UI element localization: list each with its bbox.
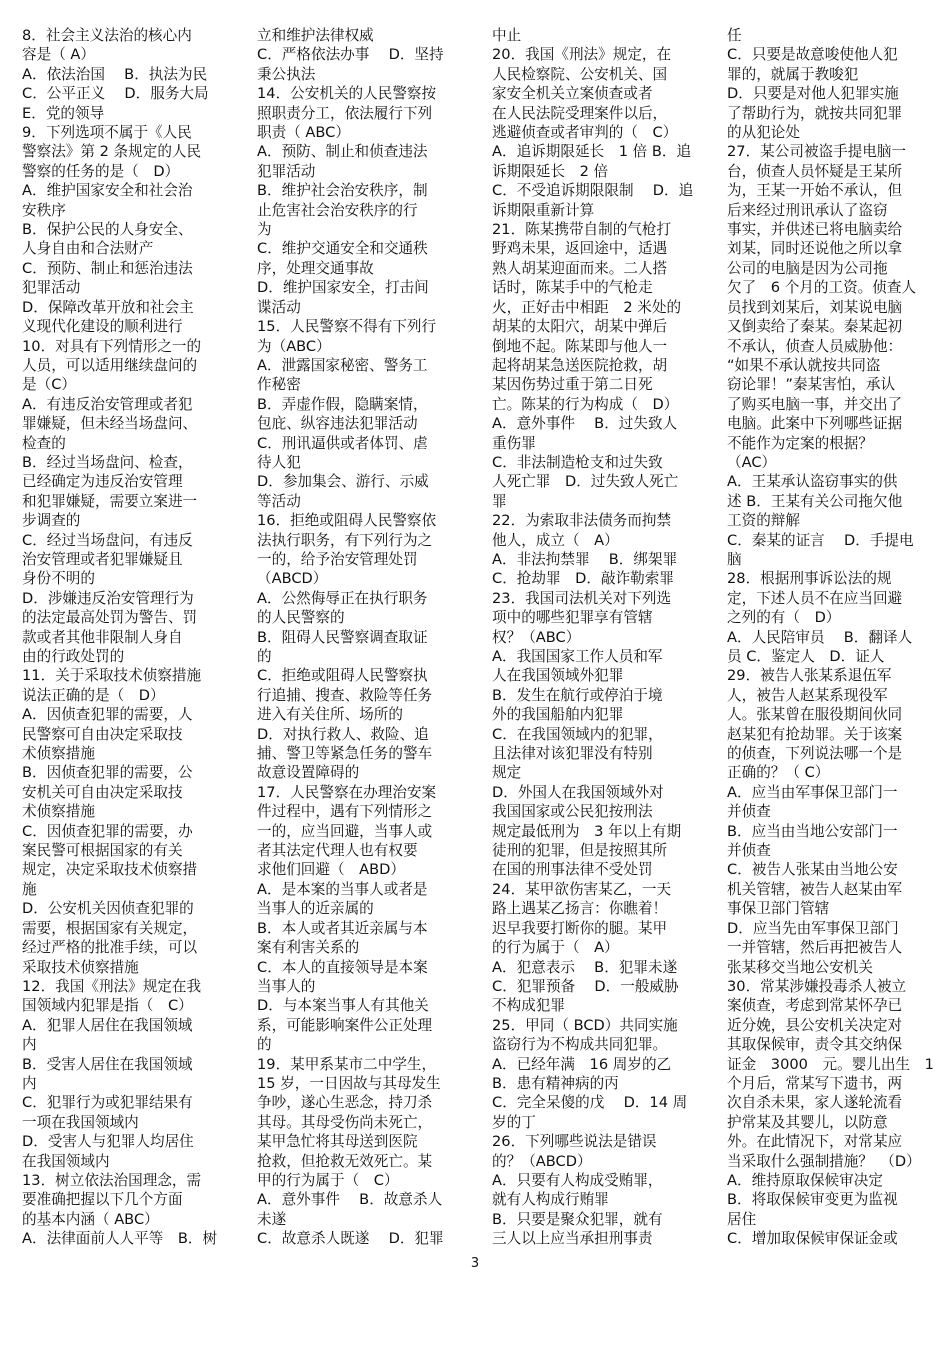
text-line: 重伤罪	[492, 434, 536, 452]
text-line: D．受害人与犯罪人均居住	[22, 1133, 194, 1151]
text-line: 款或者其他非限制人身自	[22, 628, 183, 646]
text-line: 刘某，同时还说他之所以拿	[727, 240, 903, 258]
text-line: 了购买电脑一事，并交出了	[727, 395, 903, 413]
text-line: 警察法》第 2 条规定的人民	[22, 143, 202, 161]
text-line: （AC）	[727, 453, 777, 471]
text-line: 在人民法院受理案件以后，	[492, 104, 668, 122]
text-line: A．因侦查犯罪的需要，人	[22, 706, 193, 724]
text-line: 我国国家或公民犯按刑法	[492, 803, 653, 821]
text-line: 为（ABC）	[257, 337, 331, 355]
text-line: 27．某公司被盗手提电脑一	[727, 143, 907, 161]
text-line: 件过程中，遇有下列情形之	[257, 803, 433, 821]
text-line: 犯罪活动	[22, 279, 81, 297]
text-line: 的从犯论处	[727, 124, 800, 142]
text-line: A．泄露国家秘密、警务工	[257, 356, 428, 374]
text-line: E．党的领导	[22, 104, 105, 122]
text-line: C．维护交通安全和交通秩	[257, 240, 428, 258]
text-line: 案民警可根据国家的有关	[22, 842, 183, 860]
text-line: A．王某承认盗窃事实的供	[727, 473, 898, 491]
text-line: 步调查的	[22, 512, 81, 530]
text-line: D．参加集会、游行、示威	[257, 473, 429, 491]
text-line: 8．社会主义法治的核心内	[22, 27, 192, 44]
text-line: 已经确定为违反治安管理	[22, 473, 183, 491]
text-line: 其取保候审，责令其交纳保	[727, 1036, 903, 1054]
text-line: 在我国领域内	[22, 1152, 110, 1170]
text-line: 23．我国司法机关对下列选	[492, 589, 672, 607]
text-line: D．只要是对他人犯罪实施	[727, 85, 899, 103]
text-line: 9．下列选项不属于《人民	[22, 124, 192, 142]
text-line: 序，处理交通事故	[257, 259, 374, 277]
text-line: 14．公安机关的人民警察按	[257, 85, 437, 103]
text-line: 人员，可以适用继续盘问的	[22, 356, 198, 374]
text-line: 项中的哪些犯罪享有管辖	[492, 609, 653, 627]
text-line: 一并管辖，然后再把被告人	[727, 939, 903, 957]
text-line: 不承认，侦查人员威胁他：	[727, 337, 903, 355]
text-line: 路上遇某乙扬言：你瞧着！	[492, 900, 668, 918]
text-line: 24．某甲欲伤害某乙，一天	[492, 880, 672, 898]
text-line: “如果不承认就按共同盗	[727, 356, 881, 374]
text-line: 员找到刘某后，刘某说电脑	[727, 298, 903, 316]
text-line: 进入有关住所、场所的	[257, 706, 403, 724]
text-line: C．预防、制止和惩治违法	[22, 259, 193, 277]
text-line: 之列的有（ D）	[727, 609, 841, 627]
text-line: C．本人的直接领导是本案	[257, 958, 428, 976]
text-line: C．抢劫罪 D．敲诈勒索罪	[492, 570, 674, 588]
text-column-1	[22, 26, 236, 1249]
text-line: 公司的电脑是因为公司拖	[727, 259, 888, 277]
text-line: D．与本案当事人有其他关	[257, 997, 429, 1015]
text-line: C．增加取保候审保证金或	[727, 1230, 898, 1248]
text-line: 的人民警察的	[257, 609, 345, 627]
text-line: 规定	[492, 764, 522, 782]
text-line: 治安管理或者犯罪嫌疑且	[22, 550, 183, 568]
text-line: 是（C）	[22, 376, 76, 394]
text-line: 案侦查，考虑到常某怀孕已	[727, 997, 903, 1015]
text-line: 事保卫部门管辖	[727, 900, 830, 918]
text-line: 要准确把握以下几个方面	[22, 1191, 183, 1209]
text-line: A．维持原取保候审决定	[727, 1171, 883, 1189]
text-line: 待人犯	[257, 453, 301, 471]
text-line: C．公平正义 D．服务大局	[22, 85, 209, 103]
text-line: 争吵，遂心生恶念，持刀杀	[257, 1094, 433, 1112]
text-line: B．只要是聚众犯罪，就有	[492, 1210, 663, 1228]
text-line: 案有利害关系的	[257, 939, 360, 957]
text-line: B．维护社会治安秩序，制	[257, 182, 428, 200]
text-line: C．经过当场盘问，有违反	[22, 531, 193, 549]
text-line: 又倒卖给了秦某。秦某起初	[727, 318, 903, 336]
text-line: 人，被告人赵某系现役军	[727, 686, 888, 704]
text-line: 起将胡某急送医院抢救，胡	[492, 356, 668, 374]
text-line: 赵某犯有抢劫罪。关于该案	[727, 725, 903, 743]
text-line: 的？（ABCD）	[492, 1152, 592, 1170]
text-line: 罪的，就属于教唆犯	[727, 65, 859, 83]
text-line: 熟人胡某迎面而来。二人搭	[492, 259, 668, 277]
text-line: 等活动	[257, 492, 301, 510]
text-line: 罪嫌疑，但未经当场盘问、	[22, 415, 198, 433]
text-line: 捕、警卫等紧急任务的警车	[257, 745, 433, 763]
text-line: D．涉嫌违反治安管理行为	[22, 589, 194, 607]
text-line: D．维护国家安全，打击间	[257, 279, 429, 297]
text-line: 的侦查，下列说法哪一个是	[727, 745, 903, 763]
text-line: 当采取什么强制措施？ （D）	[727, 1152, 921, 1170]
text-line: 证金 3000 元。婴儿出生 1	[727, 1055, 934, 1073]
text-line: 并侦查	[727, 842, 771, 860]
text-line: 窃论罪！”秦某害怕，承认	[727, 376, 896, 394]
text-line: 者其法定代理人也有权要	[257, 842, 418, 860]
text-line: 亡。陈某的行为构成（ D）	[492, 395, 679, 413]
text-line: 为	[257, 221, 272, 239]
text-line: C．严格依法办事 D．坚持	[257, 46, 444, 64]
text-line: 28．根据刑事诉讼法的规	[727, 570, 892, 588]
text-line: 容是（ A）	[22, 46, 95, 64]
text-line: A．只要有人构成受贿罪，	[492, 1171, 663, 1189]
text-line: 为，王某一开始不承认，但	[727, 182, 903, 200]
text-line: 就有人构成行贿罪	[492, 1191, 609, 1209]
text-line: B．受害人居住在我国领域	[22, 1055, 193, 1073]
text-line: 照职责分工，依法履行下列	[257, 104, 433, 122]
text-line: B．患有精神病的丙	[492, 1074, 619, 1092]
text-line: 后来经过刑讯承认了盗窃	[727, 201, 888, 219]
text-line: 当事人的近亲属的	[257, 900, 374, 918]
text-line: 的基本内涵（ ABC）	[22, 1210, 159, 1228]
text-line: B．应当由当地公安部门一	[727, 822, 898, 840]
text-line: 权？（ABC）	[492, 628, 581, 646]
text-line: B．发生在航行或停泊于境	[492, 686, 663, 704]
text-line: 人在我国领域外犯罪	[492, 667, 624, 685]
text-line: 胡某的太阳穴，胡某中弹后	[492, 318, 668, 336]
text-line: 21．陈某携带自制的气枪打	[492, 221, 672, 239]
text-line: D．对执行救人、救险、追	[257, 725, 429, 743]
text-line: A．已经年满 16 周岁的乙	[492, 1055, 672, 1073]
text-line: 机关管辖，被告人赵某由军	[727, 880, 903, 898]
text-line: 内	[22, 1074, 37, 1092]
text-line: 人身自由和合法财产	[22, 240, 154, 258]
text-line: 一的，给予治安管理处罚	[257, 550, 418, 568]
text-line: A．追诉期限延长 1 倍 B．追	[492, 143, 692, 161]
text-line: 抢救，但抢救无效死亡。某	[257, 1152, 433, 1170]
text-line: A．有违反治安管理或者犯	[22, 395, 193, 413]
text-line: 安机关可自由决定采取技	[22, 783, 183, 801]
text-line: C．故意杀人既遂 D．犯罪	[257, 1230, 444, 1248]
text-line: 15．人民警察不得有下列行	[257, 318, 437, 336]
text-line: A．我国国家工作人员和军	[492, 648, 663, 665]
text-line: B．保护公民的人身安全、	[22, 221, 193, 239]
text-line: 求他们回避（ ABD）	[257, 861, 405, 879]
text-line: 11．关于采取技术侦察措施	[22, 667, 202, 685]
text-line: 采取技术侦察措施	[22, 958, 139, 976]
text-line: 义现代化建设的顺利进行	[22, 318, 183, 336]
text-line: 事实，并供述已将电脑卖给	[727, 221, 903, 239]
text-line: C．被告人张某由当地公安	[727, 861, 898, 879]
text-line: 工资的辩解	[727, 512, 800, 530]
text-line: C．因侦查犯罪的需要，办	[22, 822, 193, 840]
text-line: 当事人的	[257, 977, 316, 995]
text-line: 倒地不起。陈某即与他人一	[492, 337, 668, 355]
text-line: 谍活动	[257, 298, 301, 316]
text-line: A．预防、制止和侦查违法	[257, 143, 428, 161]
text-line: 故意设置障碍的	[257, 764, 360, 782]
text-line: 甲的行为属于（ C）	[257, 1171, 399, 1189]
text-line: 逃避侦查或者审判的（ C）	[492, 124, 678, 142]
text-line: C．完全呆傻的戊 D．14 周	[492, 1094, 688, 1112]
text-line: A．意外事件 B．过失致人	[492, 415, 678, 433]
text-line: 在国的刑事法律不受处罚	[492, 861, 653, 879]
text-line: 安秩序	[22, 201, 66, 219]
text-line: 需要，根据国家有关规定，	[22, 919, 198, 937]
text-line: 任	[727, 27, 742, 44]
text-line: 身份不明的	[22, 570, 95, 588]
text-line: 法执行职务，有下列行为之	[257, 531, 433, 549]
text-line: B．经过当场盘问、检查，	[22, 453, 193, 471]
text-line: B．本人或者其近亲属与本	[257, 919, 428, 937]
text-line: 其母。其母受伤尚未死亡，	[257, 1113, 433, 1131]
text-line: 台，侦查人员怀疑是王某所	[727, 162, 903, 180]
text-line: 话时，陈某手中的气枪走	[492, 279, 653, 297]
text-line: 和犯罪嫌疑，需要立案进一	[22, 492, 198, 510]
text-line: 且法律对该犯罪没有特别	[492, 745, 653, 763]
text-line: 未遂	[257, 1210, 287, 1228]
text-line: C．不受追诉期限限制 D．追	[492, 182, 694, 200]
text-line: 15 岁，一日因故与其母发生	[257, 1074, 441, 1092]
text-line: 诉期限重新计算	[492, 201, 595, 219]
text-line: 人民检察院、公安机关、国	[492, 65, 668, 83]
text-line: 岁的丁	[492, 1113, 536, 1131]
text-line: 并侦查	[727, 803, 771, 821]
text-line: A．意外事件 B．故意杀人	[257, 1191, 443, 1209]
text-line: C．秦某的证言 D．手提电	[727, 531, 914, 549]
text-line: B．弄虚作假，隐瞒案情，	[257, 395, 428, 413]
text-line: 徒刑的犯罪，但是按照其所	[492, 842, 668, 860]
text-line: 家安全机关立案侦查或者	[492, 85, 653, 103]
text-line: 述 B．王某有关公司拖欠他	[727, 492, 903, 510]
text-line: 不构成犯罪	[492, 997, 565, 1015]
text-line: 人死亡罪 D．过失致人死亡	[492, 473, 679, 491]
text-line: C．犯罪行为或犯罪结果有	[22, 1094, 193, 1112]
text-line: 12．我国《刑法》规定在我	[22, 977, 202, 995]
text-line: 外。在此情况下，对常某应	[727, 1133, 903, 1151]
text-line: 他人，成立（ A）	[492, 531, 619, 549]
text-line: 行追捕、搜查、救险等任务	[257, 686, 433, 704]
text-line: 火，正好击中相距 2 米处的	[492, 298, 682, 316]
text-line: 秉公执法	[257, 65, 316, 83]
text-line: 20．我国《刑法》规定，在	[492, 46, 672, 64]
text-line: D．公安机关因侦查犯罪的	[22, 900, 194, 918]
text-line: 诉期限延长 2 倍	[492, 162, 609, 180]
text-line: A．依法治国 B．执法为民	[22, 65, 208, 83]
text-line: C．在我国领域内的犯罪，	[492, 725, 663, 743]
text-line: 检查的	[22, 434, 66, 452]
text-line: 的法定最高处罚为警告、罚	[22, 609, 198, 627]
text-line: 了帮助行为，就按共同犯罪	[727, 104, 903, 122]
text-line: A．应当由军事保卫部门一	[727, 783, 898, 801]
text-line: 经过严格的批准手续，可以	[22, 939, 198, 957]
text-line: 盗窃行为不构成共同犯罪。	[492, 1036, 668, 1054]
text-line: 次自杀未果，家人遂轮流看	[727, 1094, 903, 1112]
text-line: （ABCD）	[257, 570, 328, 588]
text-line: 的	[257, 1036, 272, 1054]
text-line: 个月后，常某写下遗书，两	[727, 1074, 903, 1092]
text-line: 定，下述人员不在应当回避	[727, 589, 903, 607]
text-line: 正确的？（ C）	[727, 764, 830, 782]
text-line: 罪	[492, 492, 507, 510]
text-line: 一项在我国领域内	[22, 1113, 139, 1131]
text-line: 内	[22, 1036, 37, 1054]
text-column-4	[727, 26, 941, 1249]
text-line: 三人以上应当承担刑事责	[492, 1230, 653, 1248]
text-line: 施	[22, 880, 37, 898]
text-line: 规定最低刑为 3 年以上有期	[492, 822, 682, 840]
text-line: C．拒绝或阻碍人民警察执	[257, 667, 428, 685]
text-line: 22．为索取非法债务而拘禁	[492, 512, 672, 530]
text-line: C．只要是故意唆使他人犯	[727, 46, 898, 64]
text-line: A．犯罪人居住在我国领域	[22, 1016, 193, 1034]
text-line: C．刑讯逼供或者体罚、虐	[257, 434, 428, 452]
text-line: 术侦察措施	[22, 803, 95, 821]
text-line: 的行为属于（ A）	[492, 939, 619, 957]
text-line: 某甲急忙将其母送到医院	[257, 1133, 418, 1151]
text-line: 术侦察措施	[22, 745, 95, 763]
text-line: A．维护国家安全和社会治	[22, 182, 193, 200]
text-line: 13．树立依法治国理念，需	[22, 1171, 202, 1189]
text-line: B．阻碍人民警察调查取证	[257, 628, 428, 646]
text-line: 护常某及其婴儿，以防意	[727, 1113, 888, 1131]
text-line: 张某移交当地公安机关	[727, 958, 873, 976]
text-line: 30．常某涉嫌投毒杀人被立	[727, 977, 907, 995]
text-line: A．犯意表示 B．犯罪未遂	[492, 958, 678, 976]
text-line: A．非法拘禁罪 B．绑架罪	[492, 550, 678, 568]
text-line: 野鸡未果，返回途中，适遇	[492, 240, 668, 258]
text-line: 26．下列哪些说法是错误	[492, 1133, 657, 1151]
text-line: 16．拒绝或阻碍人民警察依	[257, 512, 437, 530]
text-line: D．外国人在我国领域外对	[492, 783, 664, 801]
text-line: 中止	[492, 27, 522, 44]
text-line: A．公然侮辱正在执行职务	[257, 589, 428, 607]
text-line: 员 C．鉴定人 D．证人	[727, 648, 885, 665]
text-line: 作秘密	[257, 376, 301, 394]
text-line: 系，可能影响案件公正处理	[257, 1016, 433, 1034]
text-line: 规定，决定采取技术侦察措	[22, 861, 198, 879]
text-line: A．人民陪审员 B．翻译人	[727, 628, 913, 646]
text-column-3	[492, 26, 706, 1249]
text-line: 不能作为定案的根据？	[727, 434, 873, 452]
text-line: 25．甲同（ BCD）共同实施	[492, 1016, 678, 1034]
text-line: 某因伤势过重于第二日死	[492, 376, 653, 394]
text-line: 近分娩，县公安机关决定对	[727, 1016, 903, 1034]
text-line: 立和维护法律权威	[257, 27, 374, 44]
text-line: 民警察可自由决定采取技	[22, 725, 183, 743]
page-number: 3	[470, 1256, 480, 1271]
text-line: 国领域内犯罪是指（ C）	[22, 997, 193, 1015]
text-line: 犯罪活动	[257, 162, 316, 180]
text-line: 止危害社会治安秩序的行	[257, 201, 418, 219]
text-line: A．是本案的当事人或者是	[257, 880, 428, 898]
text-line: 迟早我要打断你的腿。某甲	[492, 919, 668, 937]
text-column-2	[257, 26, 471, 1249]
text-line: 的	[257, 648, 272, 665]
text-line: B．将取保候审变更为监视	[727, 1191, 898, 1209]
text-line: 由的行政处罚的	[22, 648, 125, 665]
text-line: C．犯罪预备 D．一般威胁	[492, 977, 679, 995]
text-line: 17．人民警察在办理治安案	[257, 783, 437, 801]
text-line: 10．对具有下列情形之一的	[22, 337, 202, 355]
text-line: D．保障改革开放和社会主	[22, 298, 194, 316]
text-line: 欠了 6 个月的工资。侦查人	[727, 279, 917, 297]
text-line: 19．某甲系某市二中学生，	[257, 1055, 437, 1073]
text-line: B．因侦查犯罪的需要，公	[22, 764, 193, 782]
text-line: 外的我国船舶内犯罪	[492, 706, 624, 724]
text-line: A．法律面前人人平等 B．树	[22, 1230, 218, 1248]
text-line: 居住	[727, 1210, 757, 1228]
text-line: 职责（ ABC）	[257, 124, 350, 142]
text-line: 说法正确的是（ D）	[22, 686, 165, 704]
text-line: 电脑。此案中下列哪些证据	[727, 415, 903, 433]
text-line: C．非法制造枪支和过失致	[492, 453, 663, 471]
text-line: 警察的任务的是（ D）	[22, 162, 180, 180]
text-line: 人。张某曾在服役期间伙同	[727, 706, 903, 724]
text-line: D．应当先由军事保卫部门	[727, 919, 899, 937]
text-line: 包庇、纵容违法犯罪活动	[257, 415, 418, 433]
text-line: 29．被告人张某系退伍军	[727, 667, 892, 685]
text-line: 脑	[727, 550, 742, 568]
text-line: 一的，应当回避，当事人或	[257, 822, 433, 840]
